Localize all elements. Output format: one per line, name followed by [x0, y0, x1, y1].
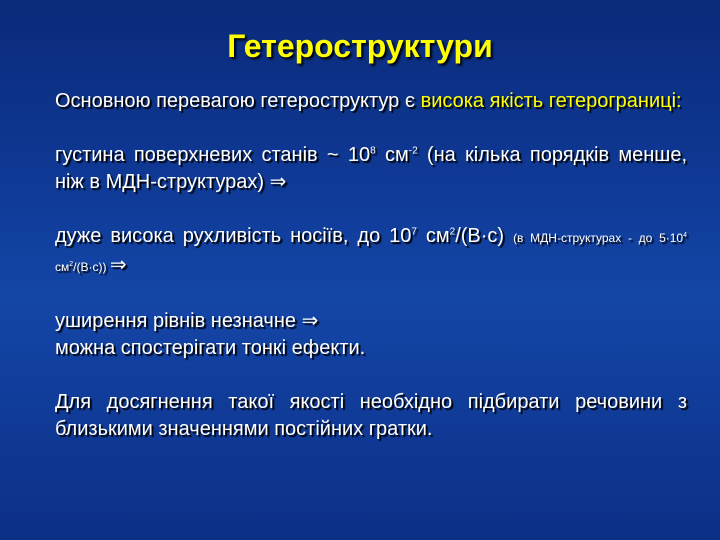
paragraph-mobility	[55, 223, 687, 281]
exponent: 8	[370, 145, 376, 157]
paragraph-surface-states	[55, 142, 687, 196]
exponent: -2	[408, 145, 418, 157]
note-text: (в МДН-структурах - до 5·10	[513, 231, 684, 245]
advantage-text: Основною перевагою гетероструктур є	[55, 90, 421, 112]
surface-states-text: густина поверхневих станів ~ 10	[55, 144, 371, 166]
exponent: 4	[683, 232, 687, 239]
exponent: 7	[411, 226, 417, 238]
paragraph-advantage	[55, 88, 687, 115]
paragraph-lattice: Для досягнення такої якості необхідно підбирати речовини з близькими значеннями постійних гратки.	[55, 391, 687, 440]
unit-text: см	[375, 144, 409, 166]
implies-arrow: ⇒	[109, 254, 127, 276]
effects-text: можна спостерігати тонкі ефекти.	[55, 337, 366, 359]
surface-states-comparison: (на кілька порядків менше, ніж в МДН-структурах) ⇒	[55, 144, 687, 193]
slide-title: Гетероструктури	[227, 28, 493, 64]
unit-text: см	[416, 225, 450, 247]
advantage-highlight: висока якість гетерограниці:	[420, 90, 682, 112]
broadening-text: уширення рівнів незначне ⇒	[55, 310, 319, 332]
paragraph-level-broadening	[55, 308, 687, 362]
note-unit: см	[55, 260, 70, 274]
note-unit: /(В·с))	[73, 260, 110, 274]
unit-text: /(В·с)	[455, 225, 514, 247]
exponent: 2	[449, 226, 456, 238]
slide-body	[55, 88, 687, 443]
exponent: 2	[69, 261, 74, 268]
mobility-text: дуже висока рухливість носіїв, до 10	[55, 225, 412, 247]
